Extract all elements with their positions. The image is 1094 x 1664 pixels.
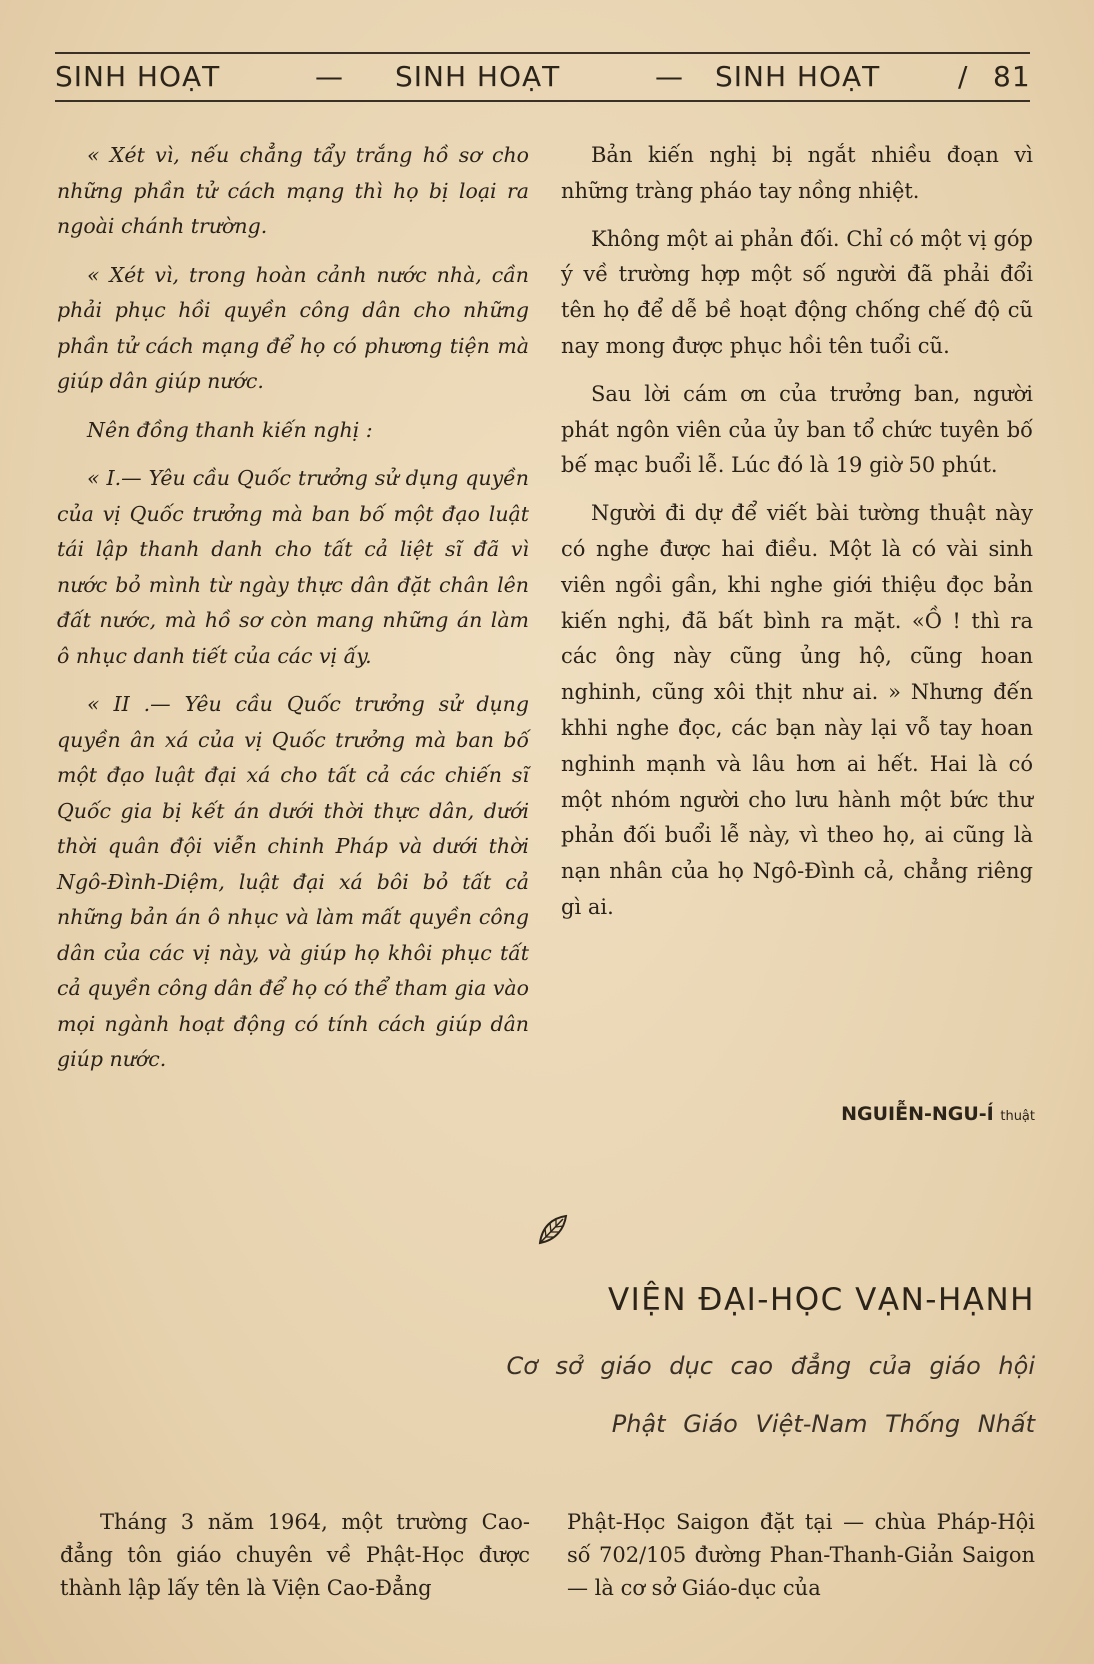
bottom-right-column (567, 1506, 1035, 1605)
section-subtitle-1: Cơ sở giáo dục cao đẳng của giáo hội (506, 1352, 1035, 1380)
paragraph: Sau lời cám ơn của trưởng ban, người phát ngôn viên của ủy ban tổ chức tuyên bố bế mạc buổi lễ. Lúc đó là 19 giờ 50 phút. (561, 381, 1033, 478)
paragraph: Bản kiến nghị bị ngắt nhiều đoạn vì những tràng pháo tay nồng nhiệt. (561, 143, 1033, 203)
header-title-3: SINH HOẠT (715, 60, 881, 93)
header-dash-2: — (655, 60, 684, 93)
bottom-left-column (60, 1506, 530, 1605)
section-title: VIỆN ĐẠI-HỌC VẠN-HẠNH (607, 1282, 1035, 1318)
right-column (561, 138, 1033, 926)
author-signature (760, 1103, 1035, 1125)
paragraph: « I.— Yêu cầu Quốc trưởng sử dụng quyền của vị Quốc trưởng mà ban bố một đạo luật tái lập thanh danh cho tất cả liệt sĩ đã vì nước bỏ mình từ ngày thực dân đặt chân lên đất nước, mà hồ sơ còn mang những án làm ô nhục danh tiết của các vị ấy. (57, 466, 529, 668)
left-column (57, 138, 529, 1078)
author-note: thuật (1000, 1109, 1035, 1124)
paragraph: Không một ai phản đối. Chỉ có một vị góp ý về trường hợp một số người đã phải đổi tên họ để dễ bề hoạt động chống chế độ cũ nay mong được phục hồi tên tuổi cũ. (561, 226, 1033, 358)
paragraph: « Xét vì, nếu chẳng tẩy trắng hồ sơ cho những phần tử cách mạng thì họ bị loại ra ngoài chánh trường. (57, 143, 529, 238)
header-slash: / (958, 60, 969, 93)
paragraph: Phật-Học Saigon đặt tại — chùa Pháp-Hội số 702/105 đường Phan-Thanh-Giản Saigon — là cơ sở Giáo-dục của (567, 1510, 1035, 1600)
petition-text (57, 138, 529, 1078)
header-dash-1: — (315, 60, 344, 93)
running-header (55, 58, 1030, 98)
header-rule-bottom (55, 100, 1030, 102)
paragraph: Nên đồng thanh kiến nghị : (87, 417, 373, 442)
header-rule-top (55, 52, 1030, 54)
paragraph: Tháng 3 năm 1964, một trường Cao-đẳng tôn giáo chuyên về Phật-Học được thành lập lấy tên là Viện Cao-Đẳng (60, 1510, 530, 1600)
paragraph: « Xét vì, trong hoàn cảnh nước nhà, cần phải phục hồi quyền công dân cho những phần tử cách mạng để họ có phương tiện mà giúp dân giúp nước. (57, 262, 529, 393)
author-name: NGUIỄN-NGU-Í (841, 1103, 994, 1125)
header-title-1: SINH HOẠT (55, 60, 221, 93)
report-text (561, 138, 1033, 926)
leaf-ornament-icon (536, 1213, 570, 1247)
page-number: 81 (993, 60, 1031, 93)
section-subtitle-2: Phật Giáo Việt-Nam Thống Nhất (611, 1410, 1035, 1438)
paragraph: Người đi dự để viết bài tường thuật này có nghe được hai điều. Một là có vài sinh viên ngồi gần, khi nghe giới thiệu đọc bản kiến nghị, đã bất bình ra mặt. «Ồ ! thì ra các ông này cũng ủng hộ, cũng hoan nghinh, cũng xôi thịt như ai. » Nhưng đến khhi nghe đọc, các bạn này lại vỗ tay hoan nghinh mạnh và lâu hơn ai hết. Hai là có một nhóm người cho lưu hành một bức thư phản đối buổi lễ này, vì theo họ, ai cũng là nạn nhân của họ Ngô-Đình cả, chẳng riêng gì ai. (561, 501, 1033, 919)
paragraph: « II .— Yêu cầu Quốc trưởng sử dụng quyền ân xá của vị Quốc trưởng mà ban bố một đạo luật đại xá cho tất cả các chiến sĩ Quốc gia bị kết án dưới thời thực dân, dưới thời quân đội viễn chinh Pháp và dưới thời Ngô-Đình-Diệm, luật đại xá bôi bỏ tất cả những bản án ô nhục và làm mất quyền công dân của các vị này, và giúp họ khôi phục tất cả quyền công dân để họ có thể tham gia vào mọi ngành hoạt động có tính cách giúp dân giúp nước. (57, 692, 529, 1071)
header-title-2: SINH HOẠT (395, 60, 561, 93)
